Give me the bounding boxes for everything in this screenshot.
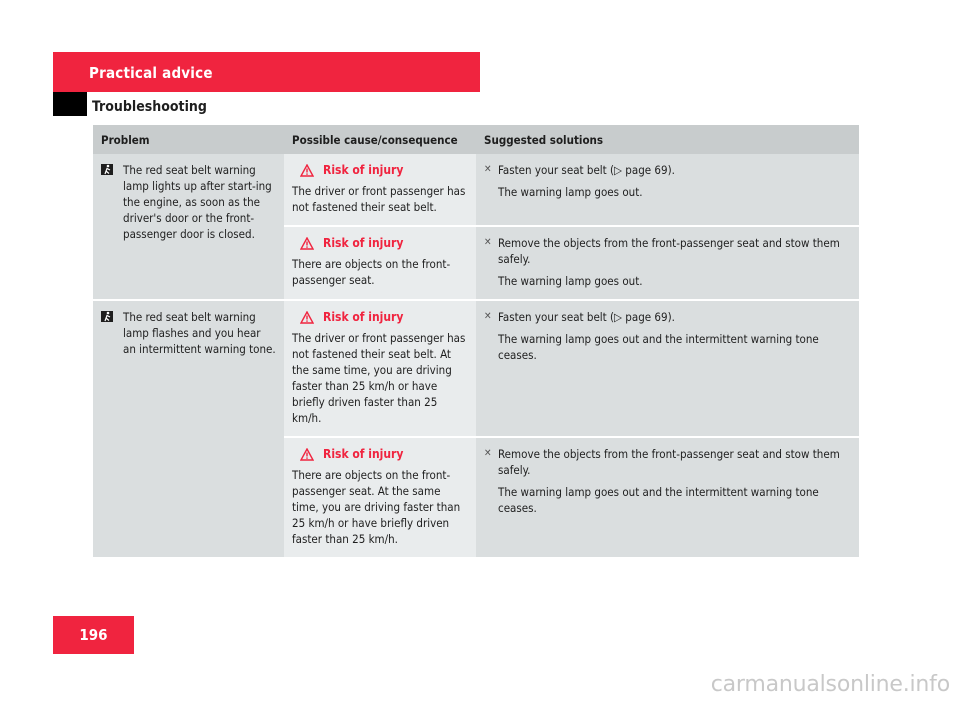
section-header-bar xyxy=(53,52,480,92)
solution-text: Remove the objects from the front-passenger seat and stow them safely. xyxy=(498,236,840,266)
section-marker xyxy=(53,92,87,116)
cause-cell xyxy=(284,437,476,557)
solution-text: Fasten your seat belt (▷ page 69). xyxy=(498,310,675,324)
cause-cell xyxy=(284,226,476,300)
problem-cell xyxy=(93,300,284,557)
cause-text: There are objects on the front-passenger seat. xyxy=(292,257,451,287)
step-arrow-icon: ✕ xyxy=(484,311,492,322)
table-row xyxy=(93,300,859,437)
result-text: The warning lamp goes out. xyxy=(498,274,643,288)
warning-triangle-icon xyxy=(300,164,314,177)
risk-title: Risk of injury xyxy=(323,163,404,177)
troubleshooting-table xyxy=(93,125,859,557)
page-number: 196 xyxy=(53,616,134,654)
risk-title: Risk of injury xyxy=(323,310,404,324)
cause-cell xyxy=(284,154,476,226)
step-arrow-icon: ✕ xyxy=(484,448,492,459)
problem-text: The red seat belt warning lamp flashes and you hear an intermittent warning tone. xyxy=(123,310,276,356)
warning-triangle-icon xyxy=(300,237,314,250)
risk-title: Risk of injury xyxy=(323,236,404,250)
watermark-text: carmanualsonline.info xyxy=(710,672,950,697)
risk-title: Risk of injury xyxy=(323,447,404,461)
result-text: The warning lamp goes out and the intermittent warning tone ceases. xyxy=(498,485,819,515)
problem-text: The red seat belt warning lamp lights up after start-ing the engine, as soon as the driver's door or the front-passenger door is closed. xyxy=(123,163,272,241)
seatbelt-warning-icon xyxy=(101,311,113,322)
warning-triangle-icon xyxy=(300,448,314,461)
warning-triangle-icon xyxy=(300,311,314,324)
solution-cell xyxy=(476,300,859,437)
table-row xyxy=(93,154,859,226)
cause-cell xyxy=(284,300,476,437)
column-header-cause: Possible cause/consequence xyxy=(284,125,476,154)
solution-cell xyxy=(476,437,859,557)
column-header-problem: Problem xyxy=(93,125,284,154)
seatbelt-warning-icon xyxy=(101,164,113,175)
cause-text: There are objects on the front-passenger seat. At the same time, you are driving faster than 25 km/h or have briefly driven faster than 25 km/h. xyxy=(292,468,461,546)
table-header-row xyxy=(93,125,859,154)
problem-cell xyxy=(93,154,284,300)
column-header-solutions: Suggested solutions xyxy=(476,125,859,154)
step-arrow-icon: ✕ xyxy=(484,164,492,175)
step-arrow-icon: ✕ xyxy=(484,237,492,248)
section-title: Practical advice xyxy=(89,64,213,82)
solution-text: Fasten your seat belt (▷ page 69). xyxy=(498,163,675,177)
solution-cell xyxy=(476,226,859,300)
cause-text: The driver or front passenger has not fastened their seat belt. At the same time, you are driving faster than 25 km/h or have briefly driven faster than 25 km/h. xyxy=(292,331,466,425)
result-text: The warning lamp goes out. xyxy=(498,185,643,199)
subsection-title: Troubleshooting xyxy=(92,99,207,115)
solution-cell xyxy=(476,154,859,226)
solution-text: Remove the objects from the front-passenger seat and stow them safely. xyxy=(498,447,840,477)
cause-text: The driver or front passenger has not fastened their seat belt. xyxy=(292,184,466,214)
result-text: The warning lamp goes out and the intermittent warning tone ceases. xyxy=(498,332,819,362)
